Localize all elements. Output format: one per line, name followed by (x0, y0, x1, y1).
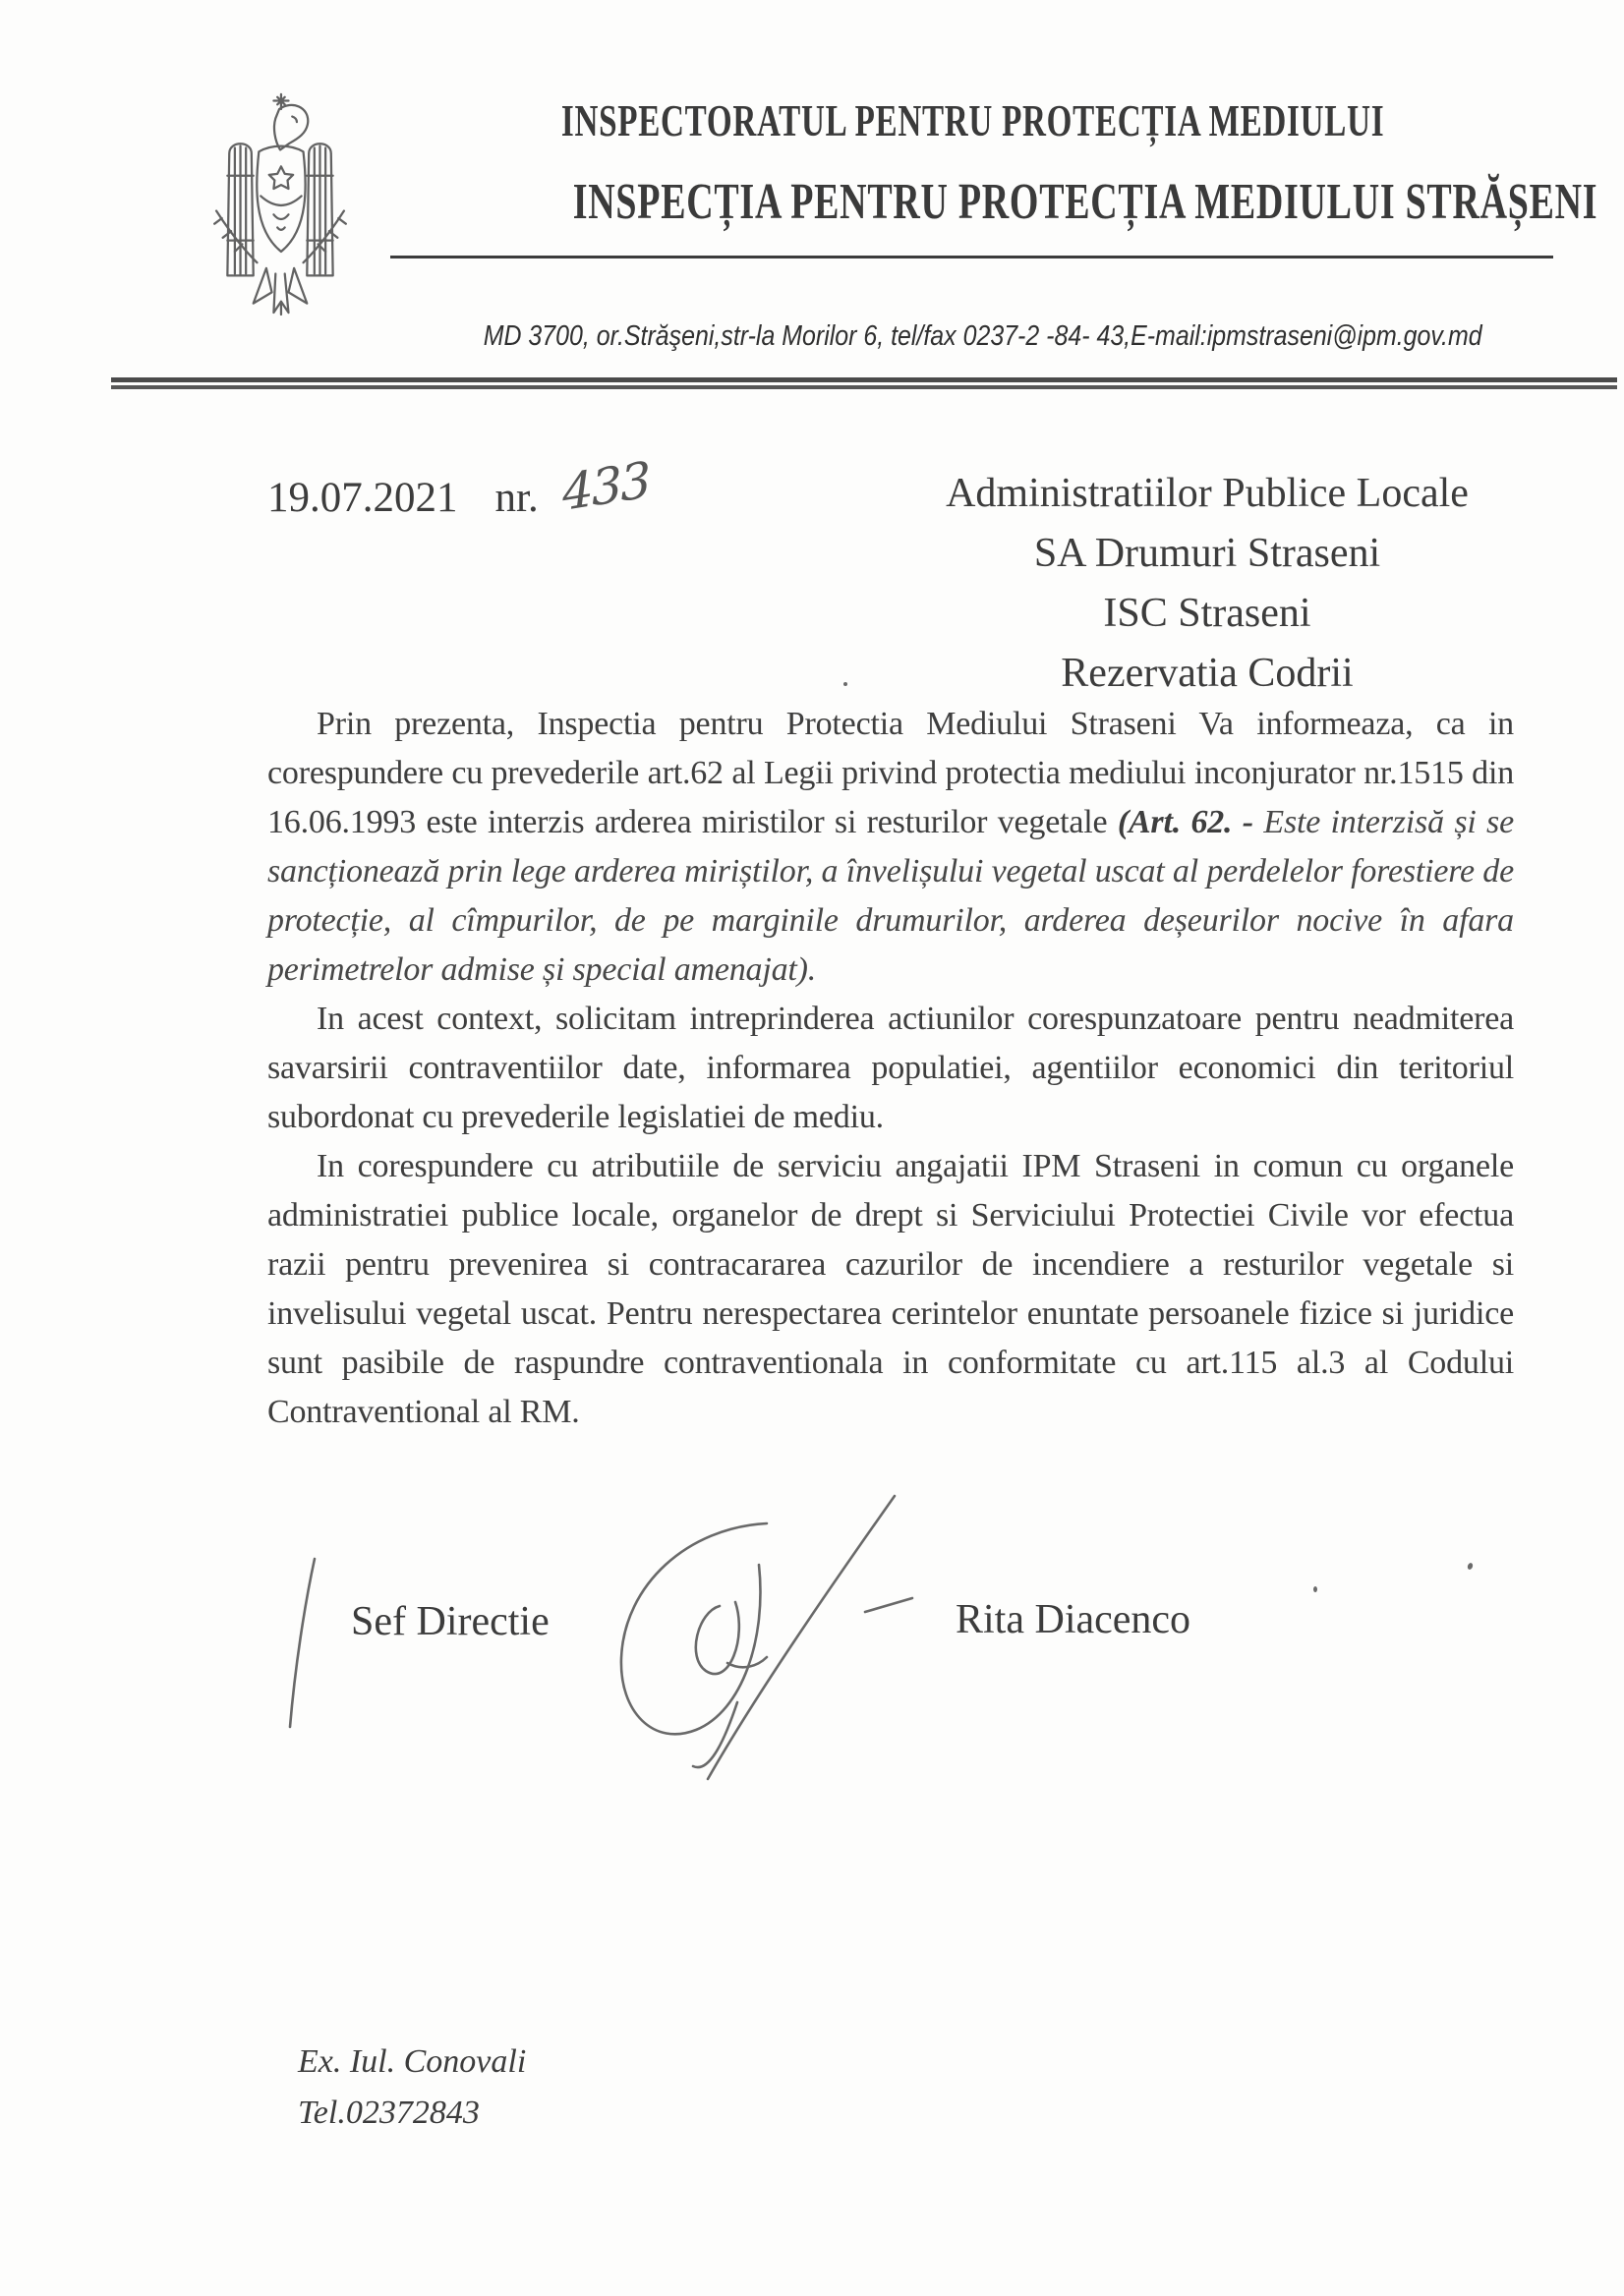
executor-name: Ex. Iul. Conovali (298, 2043, 527, 2080)
header-separator-rule (111, 377, 1617, 389)
nr-label: nr. (494, 475, 539, 521)
recipients-block (934, 464, 1480, 704)
signatory-title: Sef Directie (351, 1599, 550, 1644)
org-address-line (393, 320, 1573, 353)
paragraph-1-lead: Prin prezenta, Inspectia pentru Protectia Mediului Straseni Va informeaza, ca in corespundere cu prevederile art.62 al Legii privind protectia mediului inconjurator nr.1515 din 16.06.1993 este interzis arderea miristilor si resturilor vegetale (267, 706, 1514, 840)
executor-block (298, 2037, 526, 2139)
reference-row (267, 450, 651, 523)
letter-date: 19.07.2021 (267, 475, 458, 521)
paragraph-1-law-quote: Este interzisă și se sancționează prin lege arderea miriștilor, a învelișului vegetal uscat al perdelelor forestiere de protecție, al cîmpurilor, de pe marginile drumurilor, arderea deșeurilor nocive în afara perimetrelor admise și special amenajat). (267, 804, 1514, 988)
moldova-coat-of-arms-icon (202, 90, 359, 316)
signatory-name: Rita Diacenco (956, 1597, 1191, 1642)
executor-phone: Tel.02372843 (298, 2095, 480, 2131)
scan-speck (843, 682, 847, 686)
org-address-text: MD 3700, or.Străşeni,str-la Morilor 6, tel/fax 0237-2 -84- 43,E-mail:ipmstraseni@ipm.gov.md (484, 320, 1482, 352)
paragraph-1-article-marker: (Art. 62. - (1117, 804, 1264, 840)
scan-speck (1313, 1586, 1317, 1592)
body-paragraph-1 (267, 700, 1514, 995)
handwritten-letter-number: 433 (560, 450, 651, 523)
recipient-line: Rezervatia Codrii (1061, 651, 1354, 696)
org-name-title-text: INSPECȚIA PENTRU PROTECȚIA MEDIULUI STRĂȘENI (572, 174, 1598, 230)
header-underline (390, 256, 1553, 258)
body-paragraph-3: In corespundere cu atributiile de serviciu angajatii IPM Straseni in comun cu organele administratiei publice locale, organelor de drept si Serviciului Protectiei Civile vor efectua razii pentru prevenirea si contracararea cazurilor de incendiere a resturilor vegetale si invelisului vegetal uscat. Pentru nerespectarea cerintelor enuntate persoanele fizice si juridice sunt pasibile de raspundre contraventionala in conformitate cu art.115 al.3 al Codului Contraventional al RM. (267, 1148, 1514, 1430)
letter-body (267, 700, 1514, 1437)
body-paragraph-2: In acest context, solicitam intreprinderea actiunilor corespunzatoare pentru neadmiterea savarsirii contraventiilor date, informarea populatiei, agentiilor economici din teritoriul subordonat cu prevederile legislatiei de mediu. (267, 1001, 1514, 1135)
org-parent-title-text: INSPECTORATUL PENTRU PROTECȚIA MEDIULUI (561, 95, 1385, 145)
org-parent-title (383, 94, 1563, 146)
recipient-line: ISC Straseni (1103, 591, 1311, 636)
scan-speck (1467, 1562, 1474, 1570)
org-name-title (383, 173, 1598, 231)
recipient-line: SA Drumuri Straseni (1033, 531, 1381, 576)
recipient-line: Administratiilor Publice Locale (946, 471, 1469, 516)
